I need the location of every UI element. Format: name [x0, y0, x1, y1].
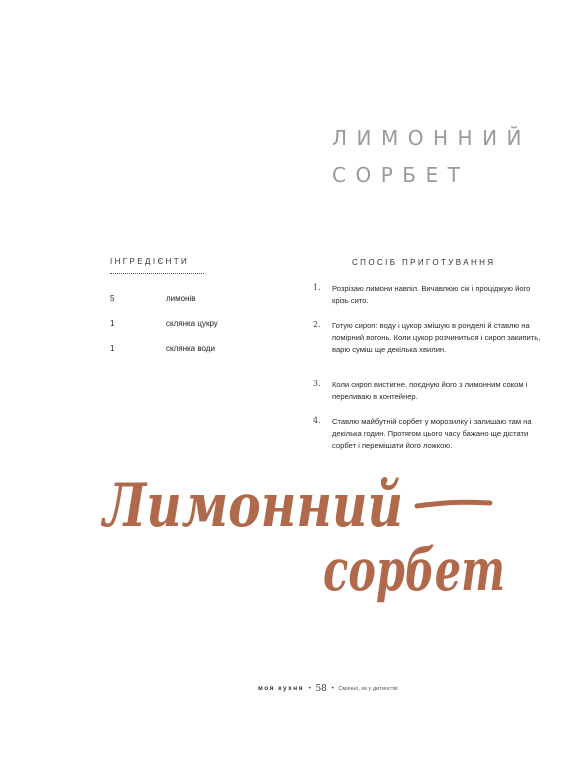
section-tagline: Смачно, як у дитинстві	[338, 686, 398, 692]
page-title-line-2: СОРБЕТ	[332, 163, 470, 187]
step-number: 3.	[313, 379, 321, 388]
step-text: Коли сироп вистигне, поєдную його з лимонним соком і переливаю в контейнер.	[332, 380, 528, 402]
step-text: Ставлю майбутній сорбет у морозилку і залишаю там на декілька годин. Протягом цього часу бажано ще дістати сорбет і перемішати його ложкою.	[332, 417, 532, 451]
script-title-artwork	[95, 448, 525, 608]
ingredient-quantity: 5	[110, 294, 115, 303]
method-heading: СПОСІБ ПРИГОТУВАННЯ	[352, 258, 496, 267]
step-text: Готую сироп: воду і цукор змішую в ронделі й ставлю на помірний вогонь. Коли цукор розчиниться і сироп закипить, варю суміш ще декілька хвилин.	[332, 321, 541, 355]
ingredient-name: склянка води	[166, 344, 215, 353]
ingredient-quantity: 1	[110, 319, 115, 328]
step-number: 4.	[313, 416, 321, 425]
footer-bullet: •	[308, 686, 311, 692]
ingredient-quantity: 1	[110, 344, 115, 353]
ingredients-heading: ІНГРЕДІЄНТИ	[110, 257, 190, 266]
script-title-line-2: сорбет	[323, 536, 505, 604]
page-footer	[258, 684, 398, 694]
step-number: 2.	[313, 320, 321, 329]
page-title-line-1: ЛИМОННИЙ	[332, 126, 531, 150]
footer-bullet: •	[331, 686, 334, 692]
script-flourish	[417, 502, 490, 506]
ingredient-name: лимонів	[166, 294, 196, 303]
page-number: 58	[315, 684, 327, 694]
magazine-name: моя кухня	[258, 685, 304, 692]
ingredient-name: склянка цукру	[166, 319, 218, 328]
step-text: Розрізаю лимони навпіл. Вичавлюю сік і проціджую його крізь сито.	[332, 284, 531, 306]
ingredients-divider	[110, 273, 204, 274]
step-number: 1.	[313, 283, 321, 292]
script-title-line-1: Лимонний	[100, 471, 403, 541]
